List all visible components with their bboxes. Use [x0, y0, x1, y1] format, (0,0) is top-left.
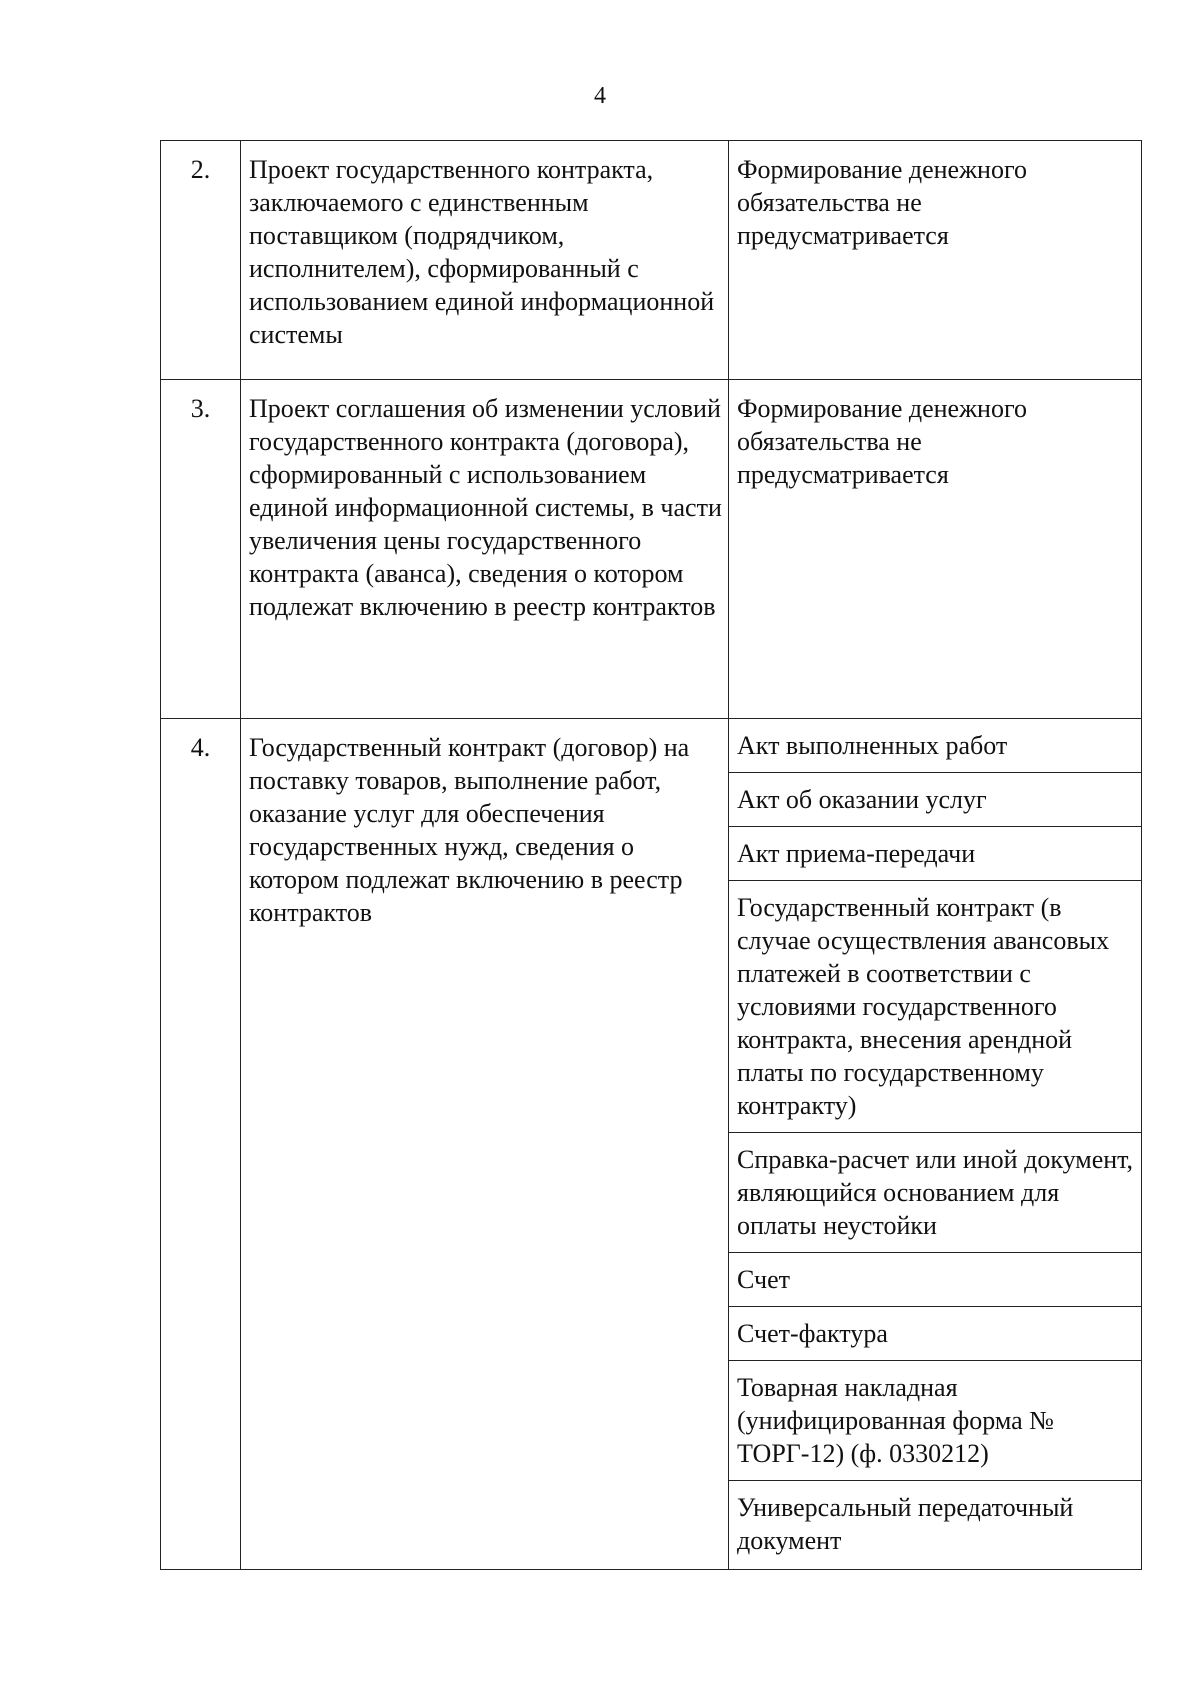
row-description: Государственный контракт (договор) на поставку товаров, выполнение работ, оказание услуг для обеспечения государственных нужд, сведения о котором подлежат включению в реестр контрактов	[241, 719, 729, 1570]
documents-table	[160, 140, 1142, 1570]
list-item: Универсальный передаточный документ	[737, 1493, 1074, 1555]
row-number: 4.	[161, 719, 241, 1570]
page-number: 4	[594, 83, 606, 109]
row-number: 3.	[161, 380, 241, 719]
row-document: Формирование денежного обязательства не предусматривается	[729, 380, 1142, 719]
list-item: Акт приема-передачи	[729, 827, 1141, 881]
row-documents-list	[729, 719, 1142, 1570]
list-item: Счет	[729, 1253, 1141, 1307]
row-description: Проект соглашения об изменении условий государственного контракта (договора), сформированный с использованием единой информационной системы, в части увеличения цены государственного контракта (аванса), сведения о котором подлежат включению в реестр контрактов	[241, 380, 729, 719]
list-item: Акт выполненных работ	[729, 719, 1141, 773]
list-item: Счет-фактура	[729, 1307, 1141, 1361]
row-document: Формирование денежного обязательства не предусматривается	[729, 141, 1142, 380]
list-item: Акт об оказании услуг	[729, 773, 1141, 827]
list-item: Справка-расчет или иной документ, являющийся основанием для оплаты неустойки	[729, 1133, 1141, 1253]
row-number: 2.	[161, 141, 241, 380]
table-row	[161, 141, 1142, 380]
table-row	[161, 380, 1142, 719]
table-row	[161, 719, 1142, 1570]
row-description: Проект государственного контракта, заключаемого с единственным поставщиком (подрядчиком, исполнителем), сформированный с использованием единой информационной системы	[241, 141, 729, 380]
list-item: Государственный контракт (в случае осуществления авансовых платежей в соответствии с условиями государственного контракта, внесения арендной платы по государственному контракту)	[729, 881, 1141, 1133]
list-item: Товарная накладная (унифицированная форма № ТОРГ-12) (ф. 0330212)	[729, 1361, 1141, 1481]
